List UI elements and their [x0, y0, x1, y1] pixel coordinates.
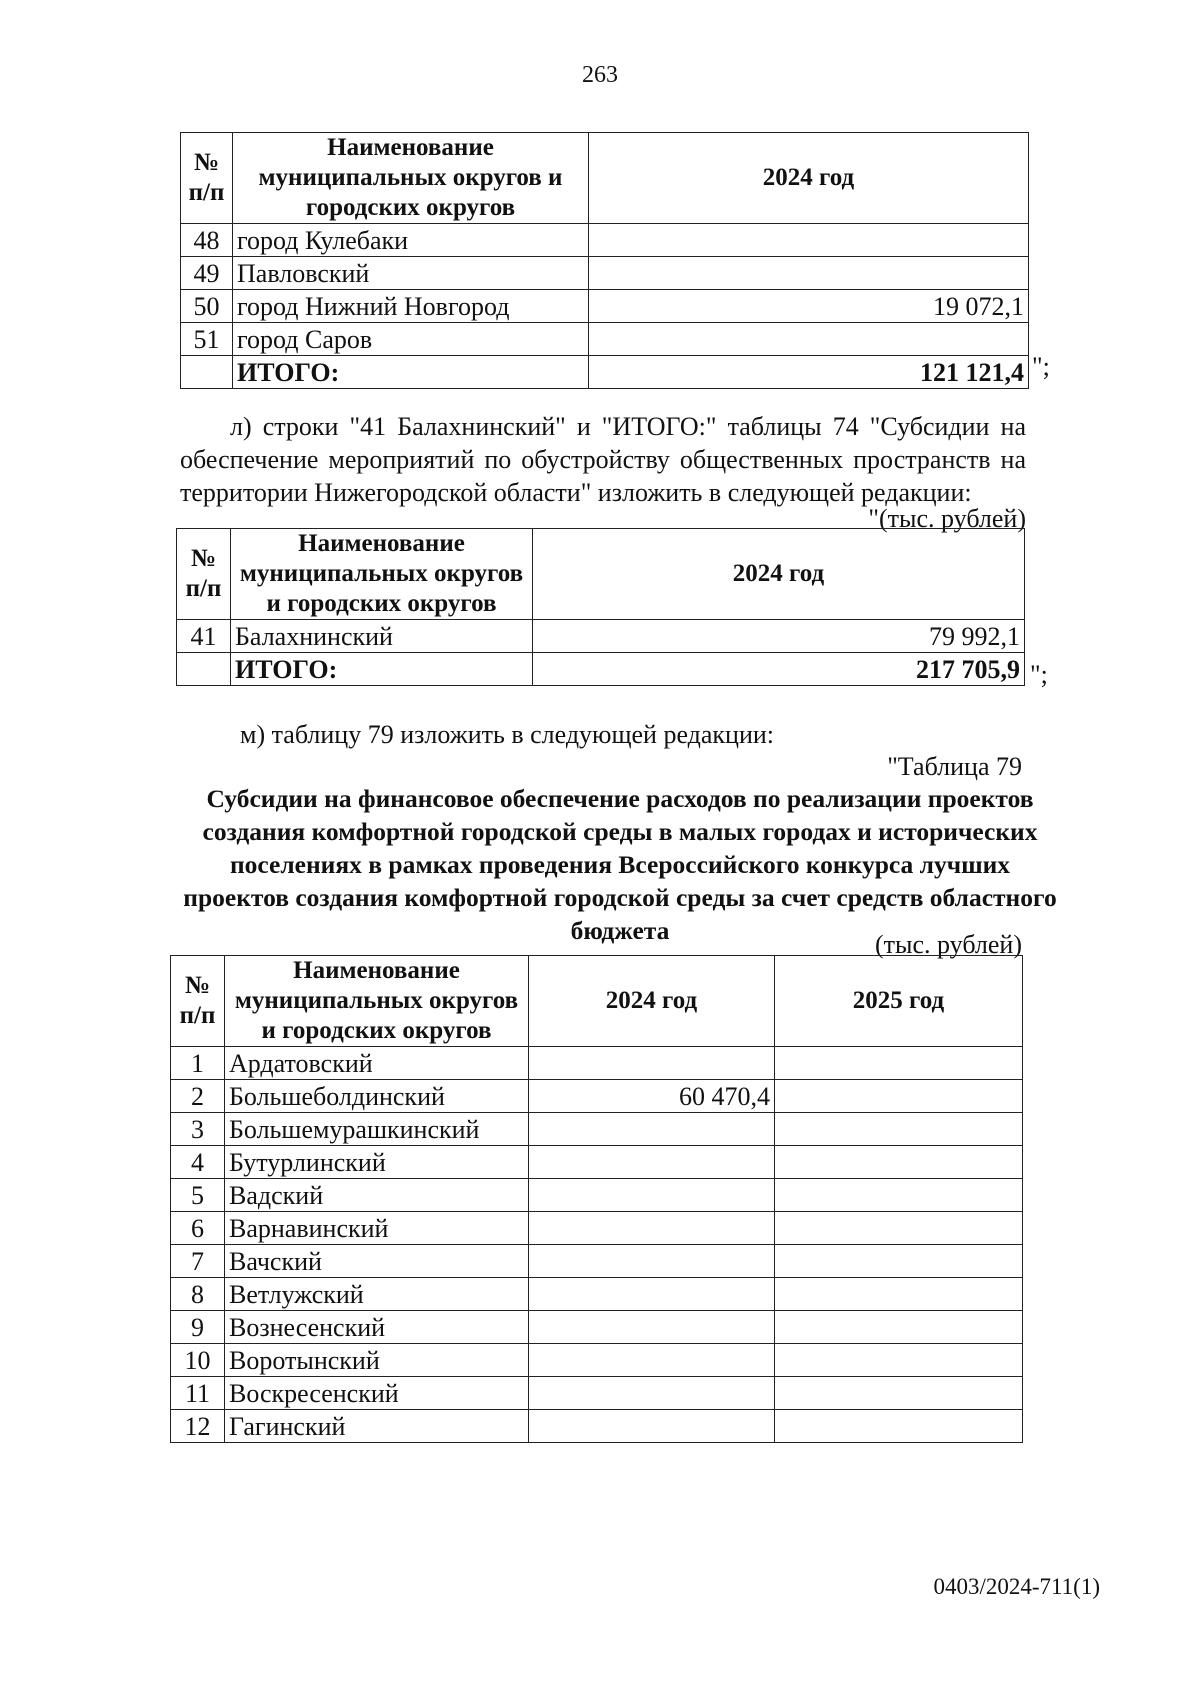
row-name: город Нижний Новгород — [233, 290, 589, 323]
row-number: 3 — [171, 1113, 225, 1146]
table-row — [171, 1179, 1023, 1212]
row-number: 8 — [171, 1278, 225, 1311]
row-number: 10 — [171, 1344, 225, 1377]
row-name: Большеболдинский — [225, 1080, 529, 1113]
row-number: 11 — [171, 1377, 225, 1410]
row-value-y2024 — [529, 1311, 775, 1344]
table-row — [171, 1278, 1023, 1311]
total-row — [177, 653, 1025, 686]
closing-quote-2: "; — [1030, 660, 1048, 689]
row-value-y2024 — [529, 1179, 775, 1212]
header-2024: 2024 год — [589, 133, 1029, 224]
section-m-text: м) таблицу 79 изложить в следующей редакции: — [240, 720, 775, 749]
header-2025: 2025 год — [775, 956, 1023, 1047]
table-79 — [170, 955, 1023, 1443]
row-number: 1 — [171, 1047, 225, 1080]
row-name: Вачский — [225, 1245, 529, 1278]
table-79-title: Субсидии на финансовое обеспечение расходов по реализации проектов создания комфортной городской среды в малых городах и исторических поселениях в рамках проведения Всероссийского конкурса лучших проектов создания комфортной городской среды за счет средств областного бюджета — [183, 784, 1057, 945]
row-value-y2024 — [589, 224, 1029, 257]
closing-quote-1: "; — [1032, 352, 1050, 381]
row-name: Вадский — [225, 1179, 529, 1212]
row-value-y2025 — [775, 1212, 1023, 1245]
header-2024: 2024 год — [529, 956, 775, 1047]
row-name: город Саров — [233, 323, 589, 356]
row-value-y2025 — [775, 1278, 1023, 1311]
row-name: Павловский — [233, 257, 589, 290]
row-name: город Кулебаки — [233, 224, 589, 257]
row-number: 6 — [171, 1212, 225, 1245]
row-value-y2025 — [775, 1410, 1023, 1443]
table-row — [171, 1146, 1023, 1179]
row-number: 5 — [171, 1179, 225, 1212]
row-number: 49 — [181, 257, 233, 290]
row-value-y2024 — [529, 1278, 775, 1311]
row-value-y2025 — [775, 1311, 1023, 1344]
total-value: 217 705,9 — [533, 653, 1025, 686]
row-number: 9 — [171, 1311, 225, 1344]
header-num: № п/п — [181, 133, 233, 224]
row-value-y2024: 79 992,1 — [533, 620, 1025, 653]
row-value-y2025 — [775, 1146, 1023, 1179]
table-row — [181, 257, 1029, 290]
row-number: 51 — [181, 323, 233, 356]
row-value-y2024 — [529, 1377, 775, 1410]
row-name: Бутурлинский — [225, 1146, 529, 1179]
table-row — [171, 1113, 1023, 1146]
row-value-y2025 — [775, 1047, 1023, 1080]
header-name: Наименование муниципальных округов и городских округов — [225, 956, 529, 1047]
header-num: № п/п — [171, 956, 225, 1047]
row-value-y2025 — [775, 1245, 1023, 1278]
row-value-y2024 — [529, 1146, 775, 1179]
table-row — [171, 1311, 1023, 1344]
row-value-y2024 — [529, 1047, 775, 1080]
header-num: № п/п — [177, 529, 231, 620]
total-label: ИТОГО: — [231, 653, 533, 686]
row-value-y2024 — [589, 257, 1029, 290]
row-name: Воротынский — [225, 1344, 529, 1377]
row-value-y2024 — [529, 1113, 775, 1146]
total-empty-cell — [177, 653, 231, 686]
total-row — [181, 356, 1029, 389]
row-number: 48 — [181, 224, 233, 257]
table-row — [171, 1080, 1023, 1113]
header-name: Наименование муниципальных округов и городских округов — [231, 529, 533, 620]
row-name: Ветлужский — [225, 1278, 529, 1311]
page-number: 263 — [582, 62, 618, 88]
table-79-units: (тыс. рублей) — [874, 930, 1022, 959]
row-value-y2024: 19 072,1 — [589, 290, 1029, 323]
row-value-y2024 — [529, 1344, 775, 1377]
row-name: Балахнинский — [231, 620, 533, 653]
table-continuation — [180, 132, 1029, 389]
table-row — [171, 1047, 1023, 1080]
row-number: 7 — [171, 1245, 225, 1278]
table-row — [181, 323, 1029, 356]
row-name: Гагинский — [225, 1410, 529, 1443]
row-value-y2025 — [775, 1344, 1023, 1377]
row-value-y2025 — [775, 1080, 1023, 1113]
table-row — [171, 1245, 1023, 1278]
row-number: 50 — [181, 290, 233, 323]
table-row — [177, 620, 1025, 653]
total-empty-cell — [181, 356, 233, 389]
row-value-y2025 — [775, 1377, 1023, 1410]
row-number: 4 — [171, 1146, 225, 1179]
total-label: ИТОГО: — [233, 356, 589, 389]
total-value: 121 121,4 — [589, 356, 1029, 389]
header-2024: 2024 год — [533, 529, 1025, 620]
row-number: 2 — [171, 1080, 225, 1113]
table-row — [171, 1377, 1023, 1410]
row-value-y2024 — [529, 1410, 775, 1443]
row-number: 41 — [177, 620, 231, 653]
row-value-y2024: 60 470,4 — [529, 1080, 775, 1113]
row-value-y2025 — [775, 1113, 1023, 1146]
row-name: Варнавинский — [225, 1212, 529, 1245]
row-value-y2024 — [529, 1212, 775, 1245]
table-79-label: "Таблица 79 — [887, 752, 1022, 781]
row-name: Воскресенский — [225, 1377, 529, 1410]
row-name: Вознесенский — [225, 1311, 529, 1344]
row-name: Большемурашкинский — [225, 1113, 529, 1146]
table-74 — [176, 528, 1025, 686]
table-row — [171, 1344, 1023, 1377]
document-code: 0403/2024-711(1) — [933, 1574, 1100, 1599]
table-row — [171, 1410, 1023, 1443]
row-value-y2024 — [589, 323, 1029, 356]
row-value-y2024 — [529, 1245, 775, 1278]
row-number: 12 — [171, 1410, 225, 1443]
table-row — [181, 224, 1029, 257]
table-row — [181, 290, 1029, 323]
section-l-text: л) строки "41 Балахнинский" и "ИТОГО:" таблицы 74 "Субсидии на обеспечение мероприятий по обустройству общественных пространств на территории Нижегородской области" изложить в следующей редакции: — [180, 412, 1026, 507]
header-name: Наименование муниципальных округов и городских округов — [233, 133, 589, 224]
table-row — [171, 1212, 1023, 1245]
section-l-units: "(тыс. рублей) — [868, 504, 1026, 533]
row-name: Ардатовский — [225, 1047, 529, 1080]
row-value-y2025 — [775, 1179, 1023, 1212]
